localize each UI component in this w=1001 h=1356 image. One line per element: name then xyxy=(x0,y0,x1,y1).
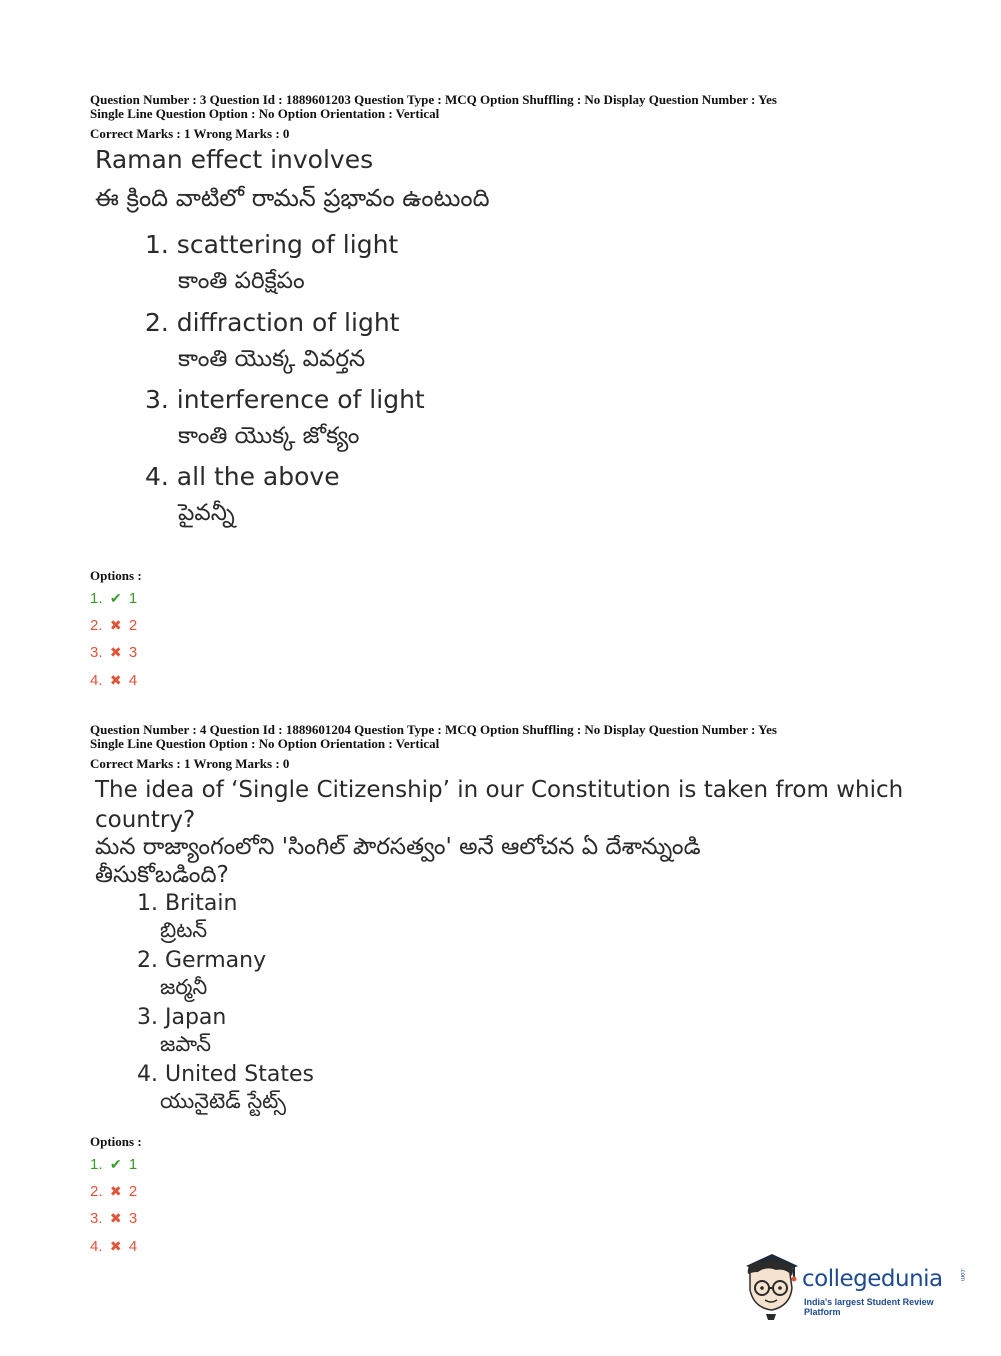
cross-icon: ✖ xyxy=(109,1210,122,1226)
choice-en: 3. Japan xyxy=(137,1005,227,1030)
question-meta-line2: Single Line Question Option : No Option Orientation : Vertical xyxy=(90,106,440,121)
choice-te: బ్రిటన్ xyxy=(160,918,208,942)
options-label: Options : xyxy=(90,1134,142,1149)
question-text-te-cont: తీసుకోబడింది? xyxy=(95,862,229,888)
logo-tagline: India's largest Student Review Platform xyxy=(804,1297,934,1317)
options-label: Options : xyxy=(90,568,142,583)
question-text-en: The idea of ‘Single Citizenship’ in our Constitution is taken from which xyxy=(95,777,904,803)
check-icon: ✔ xyxy=(109,590,122,606)
answer-option: 2. ✖ 2 xyxy=(90,617,138,634)
question-meta-line2: Single Line Question Option : No Option Orientation : Vertical xyxy=(90,736,440,751)
logo-wordmark: collegedunia xyxy=(802,1266,943,1292)
collegedunia-logo[interactable] xyxy=(740,1248,970,1328)
question-text-en: Raman effect involves xyxy=(95,145,374,174)
check-icon: ✔ xyxy=(109,1156,122,1172)
answer-option: 1. ✔ 1 xyxy=(90,590,138,607)
cross-icon: ✖ xyxy=(109,617,122,633)
cross-icon: ✖ xyxy=(109,1183,122,1199)
choice-te: కాంతి యొక్క జోక్యం xyxy=(178,423,360,449)
choice-en: 2. Germany xyxy=(137,948,267,973)
choice-en: 4. United States xyxy=(137,1062,314,1087)
cross-icon: ✖ xyxy=(109,1238,122,1254)
answer-option: 3. ✖ 3 xyxy=(90,644,138,661)
mascot-icon xyxy=(740,1250,802,1322)
choice-en: 2. diffraction of light xyxy=(145,308,400,337)
question-meta-line1: Question Number : 3 Question Id : 1889601203 Question Type : MCQ Option Shuffling : No Display Question Number : Yes xyxy=(90,92,777,107)
question-meta-line1: Question Number : 4 Question Id : 1889601204 Question Type : MCQ Option Shuffling : No Display Question Number : Yes xyxy=(90,722,777,737)
choice-te: యునైటెడ్ స్టేట్స్ xyxy=(160,1089,286,1113)
choice-te: జపాన్ xyxy=(160,1032,211,1056)
answer-option: 4. ✖ 4 xyxy=(90,1238,138,1255)
choice-te: కాంతి పరిక్షేపం xyxy=(178,268,305,294)
question-text-en-cont: country? xyxy=(95,807,196,833)
question-marks: Correct Marks : 1 Wrong Marks : 0 xyxy=(90,126,290,141)
cross-icon: ✖ xyxy=(109,644,122,660)
question-text-te: ఈ క్రింది వాటిలో రామన్ ప్రభావం ఉంటుంది xyxy=(95,184,490,212)
choice-te: జర్మనీ xyxy=(160,975,208,999)
answer-option: 2. ✖ 2 xyxy=(90,1183,138,1200)
cross-icon: ✖ xyxy=(109,672,122,688)
choice-en: 1. Britain xyxy=(137,891,238,916)
choice-en: 4. all the above xyxy=(145,462,340,491)
question-marks: Correct Marks : 1 Wrong Marks : 0 xyxy=(90,756,290,771)
logo-domain-suffix: .com xyxy=(959,1268,965,1282)
question-text-te: మన రాజ్యాంగంలోని 'సింగిల్ పౌరసత్వం' అనే ఆలోచన ఏ దేశాన్నుండి xyxy=(95,834,701,860)
answer-option: 4. ✖ 4 xyxy=(90,672,138,689)
choice-te: కాంతి యొక్క వివర్తన xyxy=(178,346,366,372)
choice-te: పైవన్నీ xyxy=(178,500,235,526)
choice-en: 3. interference of light xyxy=(145,385,425,414)
choice-en: 1. scattering of light xyxy=(145,230,399,259)
answer-option: 1. ✔ 1 xyxy=(90,1156,138,1173)
answer-option: 3. ✖ 3 xyxy=(90,1210,138,1227)
